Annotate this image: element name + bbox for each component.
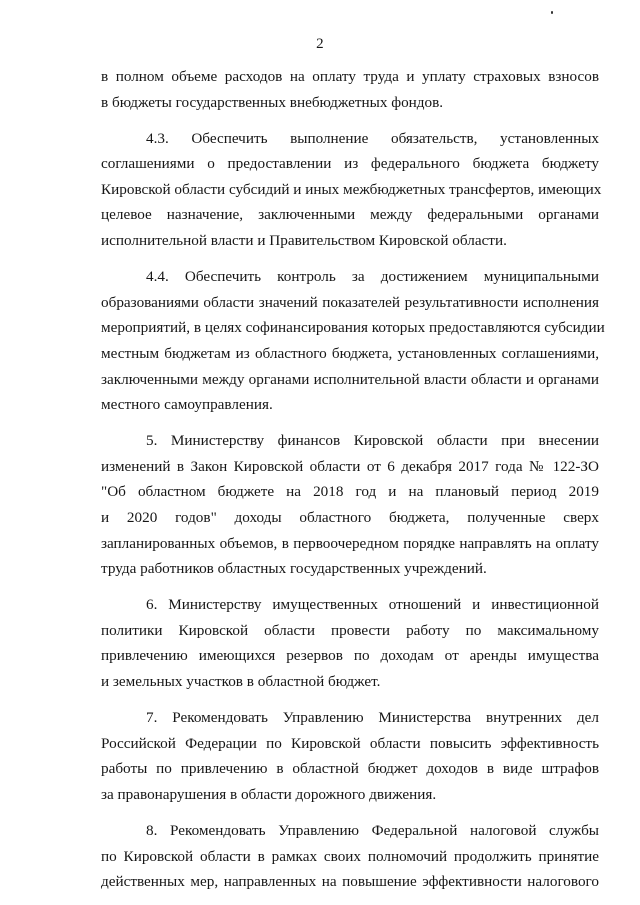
- text-line: местного самоуправления.: [101, 396, 273, 414]
- text-line: запланированных объемов, в первоочередном порядке направлять на оплату: [101, 534, 599, 552]
- text-line: и 2020 годов" доходы областного бюджета, полученные сверх: [101, 509, 599, 526]
- paragraph-item-4-4: [101, 264, 605, 418]
- text-line: образованиями области значений показателей результативности исполнения: [101, 293, 599, 311]
- text-line: местным бюджетам из областного бюджета, установленных соглашениями,: [101, 344, 599, 362]
- text-line: 4.3. Обеспечить выполнение обязательств, установленных: [146, 129, 599, 147]
- text-line: действенных мер, направленных на повышение эффективности налогового: [101, 873, 599, 891]
- text-line: мероприятий, в целях софинансирования которых предоставляются субсидии: [101, 319, 605, 337]
- text-line: исполнительной власти и Правительством Кировской области.: [101, 232, 507, 250]
- text-line: Кировской области субсидий и иных межбюджетных трансфертов, имеющих: [101, 180, 602, 198]
- paragraph-continuation: [101, 64, 599, 115]
- paragraph-item-4-3: [101, 126, 602, 254]
- text-line: соглашениями о предоставлении из федерального бюджета бюджету: [101, 155, 599, 173]
- page-number: 2: [316, 36, 324, 52]
- paragraph-item-5: [101, 428, 599, 582]
- document-body: [101, 64, 605, 895]
- paragraph-item-6: [101, 592, 599, 694]
- text-line: "Об областном бюджете на 2018 год и на плановый период 2019: [101, 483, 599, 501]
- paragraph-item-7: [101, 705, 599, 807]
- text-line: 7. Рекомендовать Управлению Министерства внутренних дел: [146, 709, 599, 727]
- text-line: труда работников областных государственных учреждений.: [101, 560, 487, 578]
- text-line: по Кировской области в рамках своих полномочий продолжить принятие: [101, 847, 599, 865]
- text-line: за правонарушения в области дорожного движения.: [101, 785, 437, 803]
- text-line: привлечению имеющихся резервов по доходам от аренды имущества: [101, 647, 599, 665]
- text-line: 4.4. Обеспечить контроль за достижением муниципальными: [146, 268, 599, 286]
- text-line: заключенными между органами исполнительной власти области и органами: [101, 370, 599, 388]
- text-line: 5. Министерству финансов Кировской области при внесении: [146, 432, 599, 450]
- text-line: работы по привлечению в областной бюджет доходов в виде штрафов: [101, 760, 599, 778]
- text-line: 6. Министерству имущественных отношений и инвестиционной: [146, 596, 599, 614]
- text-line: целевое назначение, заключенными между федеральными органами: [101, 206, 599, 224]
- text-line: в бюджеты государственных внебюджетных фондов.: [101, 93, 444, 111]
- text-line: в полном объеме расходов на оплату труда и уплату страховых взносов: [101, 68, 599, 85]
- text-line: изменений в Закон Кировской области от 6 декабря 2017 года № 122-ЗО: [101, 457, 599, 475]
- text-line: и земельных участков в областной бюджет.: [101, 673, 381, 691]
- text-line: 8. Рекомендовать Управлению Федеральной налоговой службы: [146, 822, 599, 840]
- text-line: политики Кировской области провести работу по максимальному: [101, 621, 599, 639]
- text-line: Российской Федерации по Кировской области повысить эффективность: [101, 734, 599, 752]
- paragraph-item-8: [101, 818, 599, 895]
- scan-speck: [551, 11, 553, 14]
